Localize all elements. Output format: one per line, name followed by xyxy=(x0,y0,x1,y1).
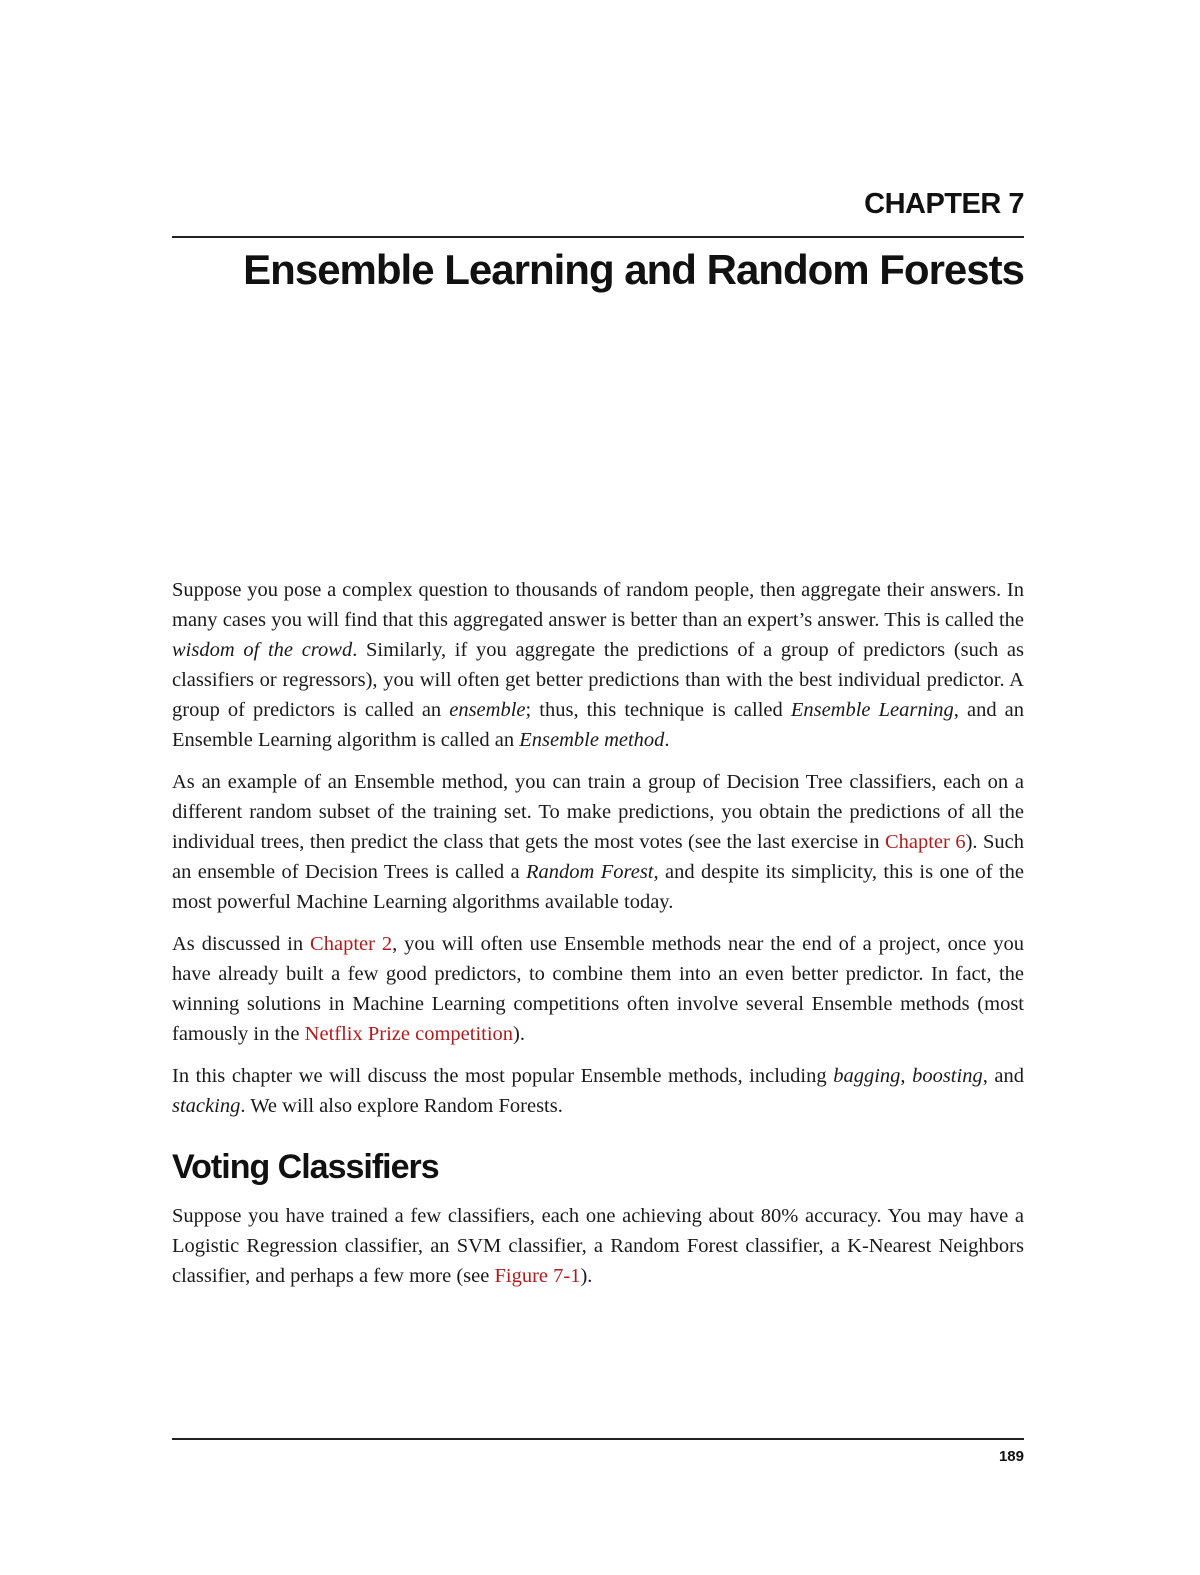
term-ensemble: ensemble xyxy=(449,699,526,721)
link-chapter-2[interactable]: Chapter 2 xyxy=(310,933,393,955)
section-paragraph-1: Suppose you have trained a few classifiers, each one achieving about 80% accuracy. You may have a Logistic Regression classifier, an SVM classifier, a Random Forest classifier, a K-Nearest Neighbors classifier, and perhaps a few more (see Figure 7-1). xyxy=(172,1205,1024,1287)
page-number: 189 xyxy=(998,1448,1024,1465)
chapter-title: Ensemble Learning and Random Forests xyxy=(243,246,1024,293)
term-ensemble-learning: Ensemble Learning xyxy=(790,699,954,721)
link-figure-7-1[interactable]: Figure 7-1 xyxy=(494,1265,581,1287)
intro-paragraph-4: In this chapter we will discuss the most popular Ensemble methods, including bagging, boosting, and stacking. We will also explore Random Forests. xyxy=(172,1065,1024,1117)
term-ensemble-method: Ensemble method xyxy=(519,729,665,751)
intro-paragraph-3: As discussed in Chapter 2, you will often use Ensemble methods near the end of a project, once you have already built a few good predictors, to combine them into an even better predictor. In fact, the winning solutions in Machine Learning competitions often involve several Ensemble methods (most famously in the Netflix Prize competition). xyxy=(172,933,1024,1045)
term-stacking: stacking xyxy=(172,1095,241,1117)
term-random-forest: Random Forest xyxy=(526,861,654,883)
term-boosting: boosting xyxy=(912,1065,983,1087)
intro-paragraph-2: As an example of an Ensemble method, you can train a group of Decision Tree classifiers, each on a different random subset of the training set. To make predictions, you obtain the predictions of all the individual trees, then predict the class that gets the most votes (see the last exercise in Chapter 6). Such an ensemble of Decision Trees is called a Random Forest, and despite its simplicity, this is one of the most powerful Machine Learning algorithms available today. xyxy=(172,771,1025,913)
intro-paragraph-1: Suppose you pose a complex question to thousands of random people, then aggregate their answers. In many cases you will find that this aggregated answer is better than an expert’s answer. This is called the wisdom of the crowd. Similarly, if you aggregate the predictions of a group of predictors (such as classifiers or regressors), you will often get better predictions than with the best individual predictor. A group of predictors is called an ensemble; thus, this technique is called Ensemble Learning, and an Ensemble Learning algorithm is called an Ensemble method. xyxy=(172,579,1024,751)
term-wisdom-of-the-crowd: wisdom of the crowd xyxy=(172,639,353,661)
term-bagging: bagging xyxy=(833,1065,901,1087)
chapter-body xyxy=(172,575,1024,1303)
chapter-label: CHAPTER 7 xyxy=(864,188,1024,220)
section-heading: Voting Classifiers xyxy=(172,1148,439,1186)
chapter-rule xyxy=(172,236,1024,238)
footer-rule xyxy=(172,1438,1024,1440)
link-chapter-6[interactable]: Chapter 6 xyxy=(884,831,966,853)
link-netflix-prize[interactable]: Netflix Prize competition xyxy=(304,1023,514,1045)
